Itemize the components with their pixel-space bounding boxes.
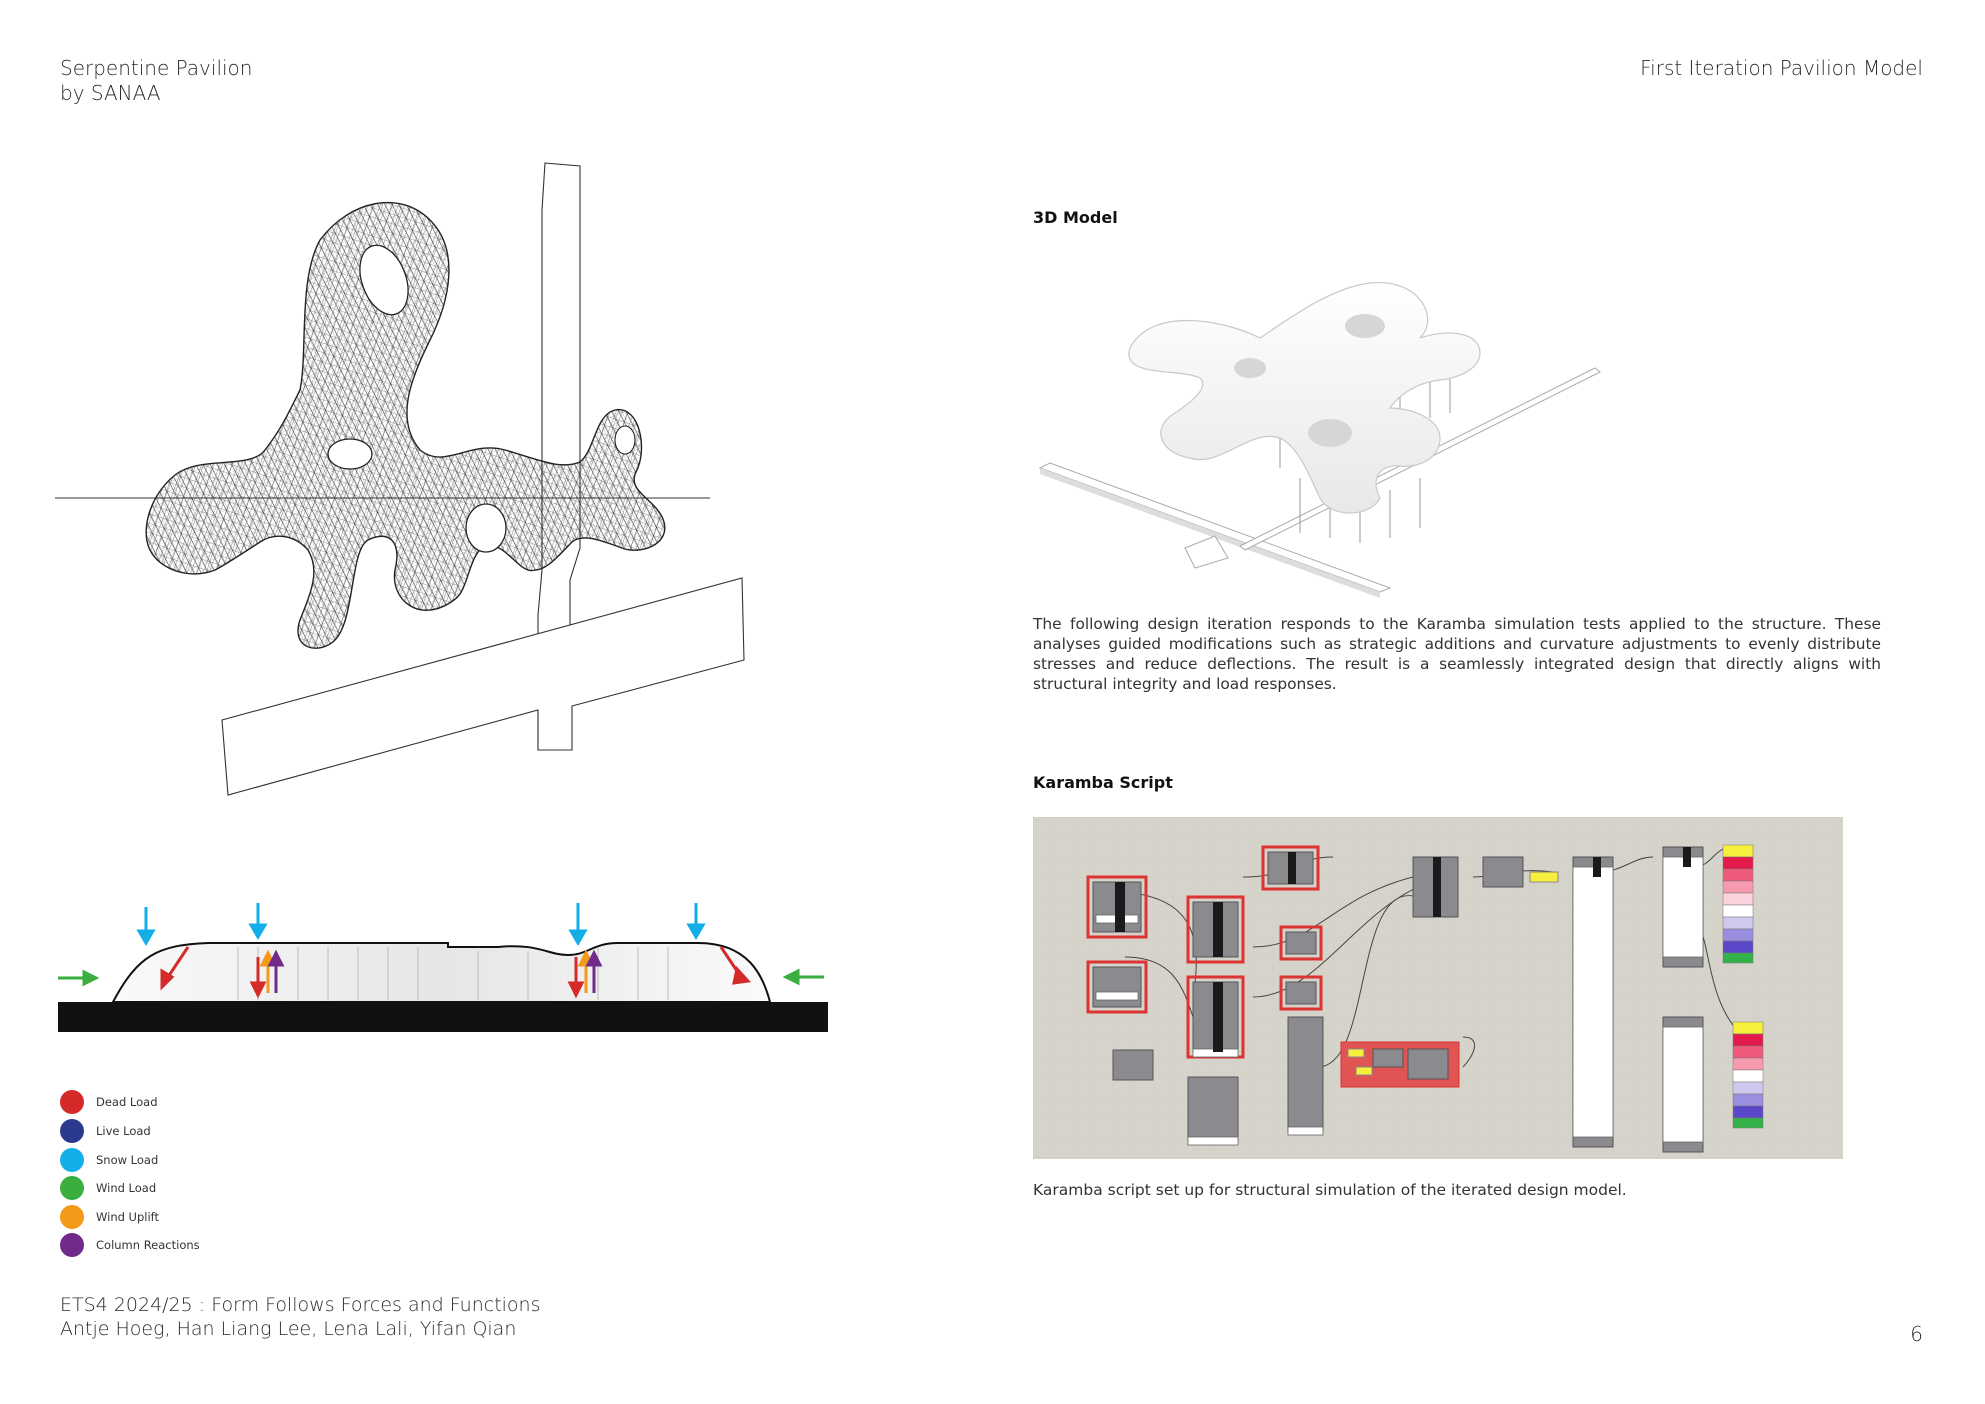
legend-item-live-load [60, 1119, 151, 1143]
header-left [60, 56, 252, 106]
model-description: The following design iteration responds to the Karamba simulation tests applied to the structure. These analyses guided modifications such as strategic additions and curvature adjustments to evenly distribute stresses and reduce deflections. The result is a seamlessly integrated design that directly aligns with structural integrity and load responses. [1033, 615, 1881, 693]
project-title: Serpentine Pavilion [60, 56, 253, 80]
dead-load-swatch-icon [60, 1090, 84, 1114]
wireframe-plan-drawing [50, 150, 770, 810]
script-caption: Karamba script set up for structural simulation of the iterated design model. [1033, 1181, 1627, 1199]
wind-load-swatch-icon [60, 1176, 84, 1200]
legend-label: Snow Load [96, 1153, 159, 1167]
legend-item-dead-load [60, 1090, 158, 1114]
project-architect: by SANAA [60, 81, 161, 105]
footer-credits [60, 1293, 541, 1341]
footer-authors: Antje Hoeg, Han Liang Lee, Lena Lali, Yifan Qian [60, 1318, 517, 1340]
snow-load-swatch-icon [60, 1148, 84, 1172]
column-reactions-swatch-icon [60, 1233, 84, 1257]
legend-item-wind-uplift [60, 1205, 159, 1229]
legend-item-snow-load [60, 1148, 158, 1172]
3d-model-render [1040, 268, 1640, 598]
script-section-title: Karamba Script [1033, 773, 1173, 792]
legend-label: Dead Load [96, 1095, 158, 1109]
karamba-script-screenshot [1033, 817, 1843, 1159]
section-load-diagram [58, 895, 838, 1035]
legend-label: Live Load [96, 1124, 151, 1138]
legend-label: Wind Load [96, 1181, 157, 1195]
legend-label: Wind Uplift [96, 1210, 160, 1224]
legend-item-wind-load [60, 1176, 156, 1200]
legend-item-column-reactions [60, 1233, 200, 1257]
model-section-title: 3D Model [1033, 208, 1118, 227]
page-title: First Iteration Pavilion Model [1640, 56, 1923, 80]
footer-course: ETS4 2024/25 : Form Follows Forces and Functions [60, 1294, 541, 1316]
legend-label: Column Reactions [96, 1238, 200, 1252]
page-number: 6 [1910, 1322, 1923, 1346]
live-load-swatch-icon [60, 1119, 84, 1143]
wind-uplift-swatch-icon [60, 1205, 84, 1229]
